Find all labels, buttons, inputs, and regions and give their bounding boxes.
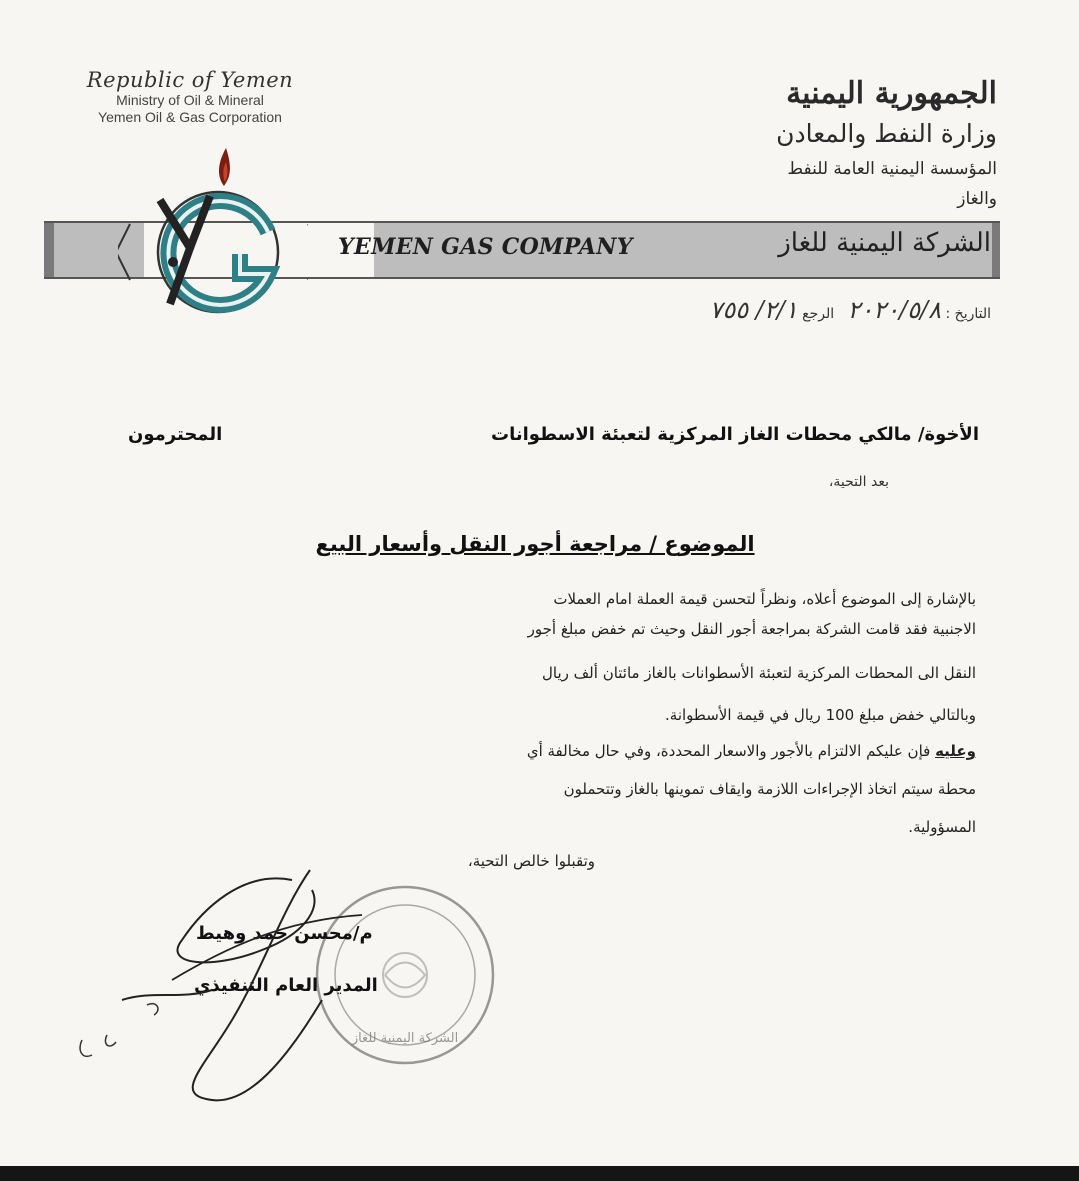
- body-line-5: وعليه فإن عليكم الالتزام بالأجور والاسعار المحددة، وفي حال مخالفة أي: [526, 742, 976, 760]
- date-value: ٢٠٢٠/٥/٨: [847, 296, 942, 324]
- company-name-ar: الشركة اليمنية للغاز: [778, 228, 991, 258]
- addressee: الأخوة/ مالكي محطات الغاز المركزية لتعبئة الاسطوانات: [491, 424, 979, 445]
- body-line-2: الاجنبية فقد قامت الشركة بمراجعة أجور النقل وحيث تم خفض مبلغ أجور: [527, 620, 976, 638]
- closing-line: وتقبلوا خالص التحية،: [467, 852, 595, 870]
- yemen-gas-logo-icon: [118, 144, 308, 314]
- respect-title: المحترمون: [128, 424, 223, 445]
- signatory-title: المدير العام التنفيذي: [194, 975, 378, 996]
- corporation-ar: المؤسسة اليمنية العامة للنفط والغاز: [787, 159, 997, 209]
- arabic-letterhead: [747, 74, 997, 214]
- date-reference-line: [709, 296, 991, 324]
- body-line-7: المسؤولية.: [908, 818, 976, 836]
- body-line-4: وبالتالي خفض مبلغ 100 ريال في قيمة الأسطوانة.: [665, 706, 976, 724]
- bottom-bar: [0, 1166, 1079, 1181]
- body-line-6: محطة سيتم اتخاذ الإجراءات اللازمة وايقاف تموينها بالغاز وتتحملون: [563, 780, 976, 798]
- ref-value: ٢/١/ ٧٥٥: [709, 296, 798, 324]
- body-line-3: النقل الى المحطات المركزية لتعبئة الأسطوانات بالغاز مائتان ألف ريال: [542, 664, 976, 682]
- greeting: بعد التحية،: [828, 474, 889, 490]
- therefore-word: وعليه: [935, 742, 976, 760]
- republic-of-yemen-ar: الجمهورية اليمنية: [786, 76, 997, 111]
- english-letterhead: [60, 68, 320, 126]
- republic-of-yemen-en: Republic of Yemen: [86, 68, 294, 92]
- date-label: التاريخ :: [945, 306, 991, 322]
- company-name-en: YEMEN GAS COMPANY: [338, 234, 633, 260]
- ministry-ar: وزارة النفط والمعادن: [776, 119, 997, 148]
- corporation-en: Yemen Oil & Gas Corporation: [98, 109, 282, 125]
- handwritten-signature-icon: [62, 850, 402, 1120]
- signatory-name: م/محسن حمد وهيط: [196, 923, 373, 944]
- ref-label: الرجع: [802, 306, 835, 322]
- stamp-text: الشركة اليمنية للغاز: [351, 1031, 459, 1046]
- subject-line: الموضوع / مراجعة أجور النقل وأسعار البيع: [315, 532, 755, 556]
- ministry-en: Ministry of Oil & Mineral: [116, 92, 264, 108]
- body-line-1: بالإشارة إلى الموضوع أعلاه، ونظراً لتحسن قيمة العملة امام العملات: [553, 590, 976, 608]
